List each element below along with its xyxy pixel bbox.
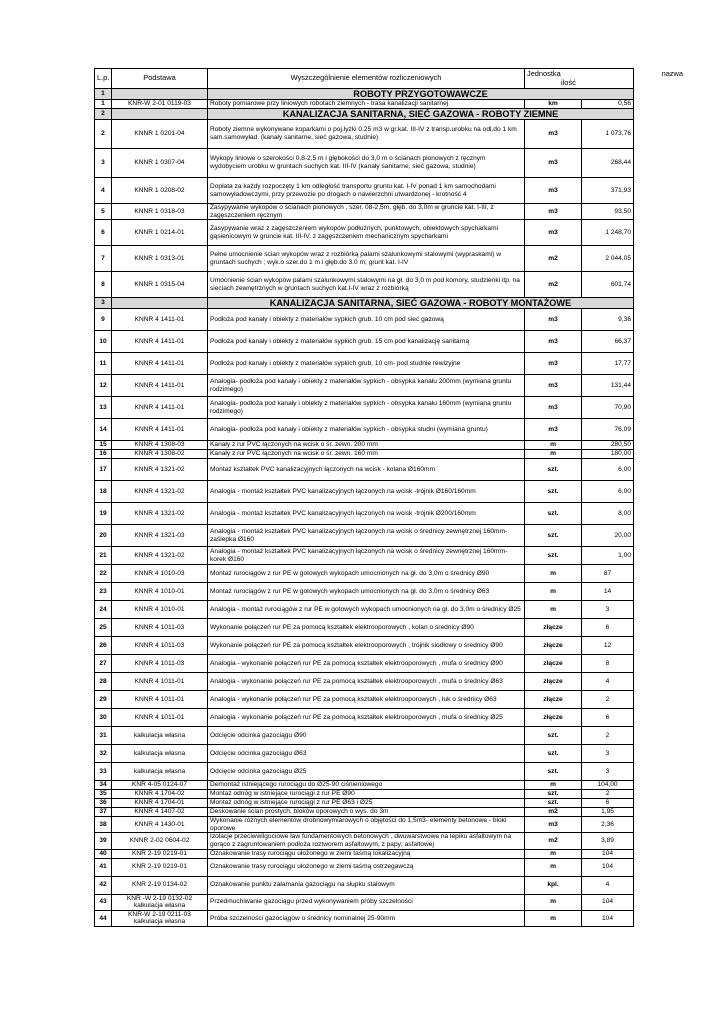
row-description: Analogia - montaż kształtek PVC kanalizacyjnych łączonych na wcisk -trójnik Ø200/160mm bbox=[208, 503, 525, 525]
row-quantity: 9,36 bbox=[582, 309, 634, 331]
row-quantity: 20,00 bbox=[582, 525, 634, 547]
row-unit: złącze bbox=[525, 691, 582, 709]
row-unit: km bbox=[525, 100, 582, 109]
header-base: Podstawa bbox=[112, 69, 208, 89]
table-row bbox=[95, 709, 634, 727]
row-basis: KNNR 1 0208-02 bbox=[112, 178, 208, 204]
row-description: Podłoża pod kanały i obiekty z materiałów sypkich grub. 10 cm- pod studnie rewizyjne bbox=[208, 353, 525, 375]
header-name: nazwa bbox=[661, 69, 683, 78]
table-row bbox=[95, 619, 634, 637]
table-row bbox=[95, 100, 634, 109]
table-row bbox=[95, 441, 634, 450]
row-unit: szt. bbox=[525, 547, 582, 565]
row-number: 30 bbox=[95, 709, 112, 727]
row-basis: KNR 4-05 0124-07 bbox=[112, 781, 208, 790]
row-quantity: 87 bbox=[582, 565, 634, 583]
table-row bbox=[95, 459, 634, 481]
row-quantity: 3 bbox=[582, 745, 634, 763]
row-number: 15 bbox=[95, 441, 112, 450]
row-quantity: 104 bbox=[582, 849, 634, 858]
row-quantity: 4 bbox=[582, 673, 634, 691]
row-description: Wykonanie połączeń rur PE za pomocą kształtek elektrooporowych , trójnik siodłowy o średnicy Ø90 bbox=[208, 637, 525, 655]
row-unit: złącze bbox=[525, 673, 582, 691]
row-unit: m3 bbox=[525, 120, 582, 149]
row-description: Demontaż istniejącego rurociągu do Ø25-90 ciśnieniowego bbox=[208, 781, 525, 790]
row-basis: KNNR 4 1321-02 bbox=[112, 547, 208, 565]
section-spacer bbox=[112, 109, 208, 120]
row-basis: KNNR 4 1011-03 bbox=[112, 655, 208, 673]
table-row bbox=[95, 149, 634, 178]
row-quantity: 93,50 bbox=[582, 204, 634, 220]
row-quantity: 268,44 bbox=[582, 149, 634, 178]
row-number: 24 bbox=[95, 601, 112, 619]
row-number: 4 bbox=[95, 178, 112, 204]
row-description: Odcięcie odcinka gazociągu Ø63 bbox=[208, 745, 525, 763]
row-number: 27 bbox=[95, 655, 112, 673]
row-description: Umocnienie ścian wykopów palami szalunkowymi stalowymi na gł. do 3,0 m pod komory, studzienki itp. na sieciach zewnętrznych w gruntach suchych kat.I-IV wraz z rozbiórką bbox=[208, 272, 525, 298]
row-basis: KNNR 4 1411-01 bbox=[112, 397, 208, 419]
table-row bbox=[95, 727, 634, 745]
table-row bbox=[95, 450, 634, 459]
row-number: 25 bbox=[95, 619, 112, 637]
row-quantity: 6,00 bbox=[582, 459, 634, 481]
row-quantity: 3,89 bbox=[582, 833, 634, 849]
row-description: Kanały z rur PVC łączonych na wcisk o śr. zewn. 160 mm bbox=[208, 450, 525, 459]
row-quantity: 70,90 bbox=[582, 397, 634, 419]
row-unit: szt. bbox=[525, 763, 582, 781]
table-row bbox=[95, 220, 634, 246]
row-number: 10 bbox=[95, 331, 112, 353]
table-row bbox=[95, 204, 634, 220]
row-quantity: 2 044,05 bbox=[582, 246, 634, 272]
row-quantity: 6,00 bbox=[582, 481, 634, 503]
row-description: Analogia - wykonanie połączeń rur PE za pomocą kształtek elektrooporowych , łuk o średnicy Ø63 bbox=[208, 691, 525, 709]
row-unit: szt. bbox=[525, 503, 582, 525]
row-unit: szt. bbox=[525, 481, 582, 503]
row-basis: KNR 2-19 0219-01 bbox=[112, 849, 208, 858]
row-unit: m bbox=[525, 565, 582, 583]
row-basis: KNNR 4 1011-03 bbox=[112, 619, 208, 637]
row-basis: KNNR 4 1411-01 bbox=[112, 331, 208, 353]
row-number: 1 bbox=[95, 100, 112, 109]
section-number: 1 bbox=[95, 89, 112, 100]
row-number: 29 bbox=[95, 691, 112, 709]
row-description: Roboty pomiarowe przy liniowych robotach ziemnych - trasa kanalizacji sanitarnej bbox=[208, 100, 525, 109]
row-unit: szt. bbox=[525, 799, 582, 808]
row-unit: m2 bbox=[525, 808, 582, 817]
table-row bbox=[95, 858, 634, 876]
row-number: 36 bbox=[95, 799, 112, 808]
row-description: Wykonanie różnych elementów drobnowymiarowych o objętości do 1,5m3- elementy betonowe - bloki oporowe bbox=[208, 817, 525, 833]
row-basis: KNR-W 2-19 0211-03 kalkulacja własna bbox=[112, 910, 208, 926]
table-row bbox=[95, 894, 634, 910]
table-row bbox=[95, 397, 634, 419]
row-number: 5 bbox=[95, 204, 112, 220]
row-quantity: 2,36 bbox=[582, 817, 634, 833]
table-row bbox=[95, 876, 634, 894]
section-number: 3 bbox=[95, 298, 112, 309]
row-quantity: 104 bbox=[582, 858, 634, 876]
row-number: 40 bbox=[95, 849, 112, 858]
row-unit: m bbox=[525, 858, 582, 876]
cost-estimate-table bbox=[94, 68, 683, 927]
row-basis: KNNR 4 1011-01 bbox=[112, 709, 208, 727]
table-row bbox=[95, 790, 634, 799]
row-quantity: 8 bbox=[582, 655, 634, 673]
row-description: Montaż rurociągów z rur PE w gotowych wykopach umocnionych na gł. do 3,0m o średnicy Ø63 bbox=[208, 583, 525, 601]
row-unit: m3 bbox=[525, 220, 582, 246]
row-unit: m bbox=[525, 450, 582, 459]
table-row bbox=[95, 309, 634, 331]
row-number: 20 bbox=[95, 525, 112, 547]
table-row bbox=[95, 673, 634, 691]
table-row bbox=[95, 120, 634, 149]
table-row bbox=[95, 601, 634, 619]
row-description: Odcięcie odcinka gazociągu Ø25 bbox=[208, 763, 525, 781]
row-unit: m bbox=[525, 910, 582, 926]
row-quantity: 1 073,76 bbox=[582, 120, 634, 149]
row-basis: KNNR 4 1411-01 bbox=[112, 375, 208, 397]
row-unit: szt. bbox=[525, 727, 582, 745]
row-quantity: 2 bbox=[582, 727, 634, 745]
row-quantity: 76,09 bbox=[582, 419, 634, 441]
row-description: Wykopy liniowe o szerokości 0,8-2,5 m i głębokości do 3,0 m o ścianach pionowych z ręcznym wydobyciem urobku w gruntach suchych kat. III-IV (kanały sanitarne, sieć gazowa, studnie) bbox=[208, 149, 525, 178]
row-quantity: 12 bbox=[582, 637, 634, 655]
row-number: 22 bbox=[95, 565, 112, 583]
row-unit: m bbox=[525, 781, 582, 790]
row-number: 18 bbox=[95, 481, 112, 503]
table-row bbox=[95, 547, 634, 565]
row-quantity: 3 bbox=[582, 601, 634, 619]
row-description: Oznakowanie trasy rurociągu ułożonego w ziemi taśmą lokalizacyjną bbox=[208, 849, 525, 858]
row-unit: złącze bbox=[525, 709, 582, 727]
row-unit: złącze bbox=[525, 655, 582, 673]
row-basis: KNNR 4 1321-02 bbox=[112, 481, 208, 503]
row-number: 31 bbox=[95, 727, 112, 745]
row-unit: m bbox=[525, 849, 582, 858]
row-number: 7 bbox=[95, 246, 112, 272]
row-number: 6 bbox=[95, 220, 112, 246]
row-description: Analogia - wykonanie połączeń rur PE za pomocą kształtek elektrooporowych , mufa o średnicy Ø90 bbox=[208, 655, 525, 673]
row-quantity: 66,37 bbox=[582, 331, 634, 353]
row-quantity: 104 bbox=[582, 894, 634, 910]
row-number: 42 bbox=[95, 876, 112, 894]
row-basis: KNNR 1 0307-04 bbox=[112, 149, 208, 178]
row-number: 32 bbox=[95, 745, 112, 763]
row-quantity: 1,00 bbox=[582, 547, 634, 565]
row-description: Próba szczelności gazociągów o średnicy nominalnej 25-90mm bbox=[208, 910, 525, 926]
table-row bbox=[95, 419, 634, 441]
row-description: Montaż odnóg w istniejące rurociągi z rur PE Ø63 i Ø25 bbox=[208, 799, 525, 808]
row-basis: KNR 2-19 0219-01 bbox=[112, 858, 208, 876]
row-unit: m3 bbox=[525, 331, 582, 353]
row-description: Podłoża pod kanały i obiekty z materiałów sypkich grub. 10 cm pod sieć gazową bbox=[208, 309, 525, 331]
row-quantity: 17,77 bbox=[582, 353, 634, 375]
row-quantity: 1,95 bbox=[582, 808, 634, 817]
table-row bbox=[95, 565, 634, 583]
table-row bbox=[95, 481, 634, 503]
section-number: 2 bbox=[95, 109, 112, 120]
row-description: Oznakowanie trasy rurociągu ułożonego w ziemi taśmą ostrzegawczą bbox=[208, 858, 525, 876]
row-basis: KNNR 4 1321-02 bbox=[112, 503, 208, 525]
table-row bbox=[95, 525, 634, 547]
row-unit: m2 bbox=[525, 833, 582, 849]
row-number: 19 bbox=[95, 503, 112, 525]
table-row bbox=[95, 691, 634, 709]
row-unit: szt. bbox=[525, 459, 582, 481]
row-quantity: 3 bbox=[582, 763, 634, 781]
row-number: 34 bbox=[95, 781, 112, 790]
row-quantity: 371,93 bbox=[582, 178, 634, 204]
row-basis: KNNR 4 1011-03 bbox=[112, 637, 208, 655]
row-number: 37 bbox=[95, 808, 112, 817]
row-number: 17 bbox=[95, 459, 112, 481]
table-row bbox=[95, 655, 634, 673]
table-row bbox=[95, 583, 634, 601]
row-number: 2 bbox=[95, 120, 112, 149]
row-basis: KNNR 4 1411-01 bbox=[112, 353, 208, 375]
row-description: Montaż kształtek PVC kanalizacyjnych łączonych na wcisk - kolana Ø160mm bbox=[208, 459, 525, 481]
row-quantity: 8,00 bbox=[582, 503, 634, 525]
row-description: Podłoża pod kanały i obiekty z materiałów sypkich grub. 15 cm pod kanalizację sanitarną bbox=[208, 331, 525, 353]
row-number: 41 bbox=[95, 858, 112, 876]
table-row bbox=[95, 503, 634, 525]
row-quantity: 1 248,70 bbox=[582, 220, 634, 246]
row-quantity: 6 bbox=[582, 799, 634, 808]
row-number: 33 bbox=[95, 763, 112, 781]
section-spacer bbox=[112, 298, 208, 309]
table-body bbox=[95, 89, 634, 927]
header-description: Wyszczególnienie elementów rozliczeniowych bbox=[208, 69, 525, 89]
row-quantity: 601,74 bbox=[582, 272, 634, 298]
table-row bbox=[95, 353, 634, 375]
row-basis: KNNR 4 1407-02 bbox=[112, 808, 208, 817]
row-basis: KNNR 4 1010-01 bbox=[112, 601, 208, 619]
table-header-row bbox=[95, 69, 634, 89]
row-basis: kalkulacja własna bbox=[112, 745, 208, 763]
row-description: Analogia - montaż kształtek PVC kanalizacyjnych łączonych na wcisk o średnicy zewnętrznej 160mm- korek Ø160 bbox=[208, 547, 525, 565]
row-unit: złącze bbox=[525, 619, 582, 637]
header-unit-qty bbox=[525, 69, 683, 89]
row-number: 11 bbox=[95, 353, 112, 375]
row-quantity: 2 bbox=[582, 691, 634, 709]
row-description: Analogia - wykonanie połączeń rur PE za pomocą kształtek elektrooporowych , mufa o średnicy Ø25 bbox=[208, 709, 525, 727]
table-row bbox=[95, 246, 634, 272]
row-description: Roboty ziemne wykonywane koparkami o poj.łyżki 0.25 m3 w gr.kat. III-IV z transp.urobku na odl.do 1 km sam.samowyład. (kanały sanitarne, sieć gazowa, studnie) bbox=[208, 120, 525, 149]
row-number: 12 bbox=[95, 375, 112, 397]
row-unit: m3 bbox=[525, 149, 582, 178]
header-unit: Jednostka bbox=[527, 69, 561, 78]
row-description: Wykonanie połączeń rur PE za pomocą kształtek elektrooporowych , kolan o średnicy Ø90 bbox=[208, 619, 525, 637]
row-unit: m bbox=[525, 441, 582, 450]
row-basis: KNR -W 2-19 0132-02 kalkulacja własna bbox=[112, 894, 208, 910]
table-row bbox=[95, 849, 634, 858]
row-unit: m bbox=[525, 894, 582, 910]
row-quantity: 131,44 bbox=[582, 375, 634, 397]
row-description: Zasypywanie wraz z zagęszczeniem wykopów podłużnych, punktowych, obiektowych spycharkami gąsienicowym w gruncie kat. III-IV, z zagęszczeniem mechanicznym spycharkami bbox=[208, 220, 525, 246]
row-quantity: 180,00 bbox=[582, 450, 634, 459]
row-number: 44 bbox=[95, 910, 112, 926]
row-number: 16 bbox=[95, 450, 112, 459]
row-quantity: 6 bbox=[582, 709, 634, 727]
section-title: KANALIZACJA SANITARNA, SIEĆ GAZOWA - ROBOTY MONTAŻOWE bbox=[208, 298, 634, 309]
row-number: 35 bbox=[95, 790, 112, 799]
row-basis: KNNR 4 1011-01 bbox=[112, 673, 208, 691]
section-spacer bbox=[112, 89, 208, 100]
row-unit: m3 bbox=[525, 178, 582, 204]
row-basis: KNNR 1 0214-01 bbox=[112, 220, 208, 246]
row-basis: KNNR 1 0315-04 bbox=[112, 272, 208, 298]
table-row bbox=[95, 763, 634, 781]
row-number: 43 bbox=[95, 894, 112, 910]
row-unit: m3 bbox=[525, 397, 582, 419]
row-basis: KNNR 4 1430-01 bbox=[112, 817, 208, 833]
table-row bbox=[95, 637, 634, 655]
header-lp: L.p. bbox=[95, 69, 112, 89]
row-description: Odcięcie odcinka gazociągu Ø90 bbox=[208, 727, 525, 745]
row-number: 3 bbox=[95, 149, 112, 178]
row-basis: KNNR 4 1704-02 bbox=[112, 790, 208, 799]
section-title: KANALIZACJA SANITARNA, SIEĆ GAZOWA - ROBOTY ZIEMNE bbox=[208, 109, 634, 120]
section-title: ROBOTY PRZYGOTOWAWCZE bbox=[208, 89, 634, 100]
row-description: Analogia - montaż kształtek PVC kanalizacyjnych łączonych na wcisk o średnicy zewnętrznej 160mm- zaślepka Ø160 bbox=[208, 525, 525, 547]
row-quantity: 280,50 bbox=[582, 441, 634, 450]
row-unit: m2 bbox=[525, 246, 582, 272]
row-description: Analogia- podłoża pod kanały i obiekty z materiałów sypkich - obsypka studni (wymiana gruntu) bbox=[208, 419, 525, 441]
section-row bbox=[95, 89, 634, 100]
row-basis: KNNR 4 1308-03 bbox=[112, 441, 208, 450]
row-unit: złącze bbox=[525, 637, 582, 655]
row-quantity: 14 bbox=[582, 583, 634, 601]
row-number: 13 bbox=[95, 397, 112, 419]
row-quantity: 104 bbox=[582, 910, 634, 926]
row-quantity: 6 bbox=[582, 619, 634, 637]
row-basis: KNNR 4 1411-01 bbox=[112, 419, 208, 441]
table-row bbox=[95, 817, 634, 833]
row-description: Analogia - montaż rurociągów z rur PE w gotowych wykopach umocnionych na gł. do 3,0m o średnicy Ø25 bbox=[208, 601, 525, 619]
table-row bbox=[95, 910, 634, 926]
row-number: 26 bbox=[95, 637, 112, 655]
row-basis: KNNR 4 1321-02 bbox=[112, 459, 208, 481]
row-unit: szt. bbox=[525, 525, 582, 547]
row-number: 21 bbox=[95, 547, 112, 565]
row-description: Zasypywanie wykopów o ścianach pionowych , szer. 08-2,5m, głęb. do 3,0m w gruncie kat. I-III, z zagęszczeniem ręcznym bbox=[208, 204, 525, 220]
row-basis: kalkulacja własna bbox=[112, 727, 208, 745]
table-row bbox=[95, 799, 634, 808]
row-description: Montaż odnóg w istniejące rurociągi z rur PE Ø90 bbox=[208, 790, 525, 799]
row-description: Analogia- podłoża pod kanały i obiekty z materiałów sypkich - obsypka kanału 160mm (wymiana gruntu rodzimego) bbox=[208, 397, 525, 419]
row-description: Przedmuchiwanie gazociągu przed wykonywaniem próby szczelności bbox=[208, 894, 525, 910]
table-row bbox=[95, 272, 634, 298]
row-description: Oznakowanie punktu załamania gazociągu na słupku stalowym bbox=[208, 876, 525, 894]
row-quantity: 104,00 bbox=[582, 781, 634, 790]
table-row bbox=[95, 375, 634, 397]
row-number: 23 bbox=[95, 583, 112, 601]
row-number: 14 bbox=[95, 419, 112, 441]
row-unit: m3 bbox=[525, 375, 582, 397]
row-description: Analogia- podłoża pod kanały i obiekty z materiałów sypkich - obsypka kanału 200mm (wymiana gruntu rodzimego) bbox=[208, 375, 525, 397]
table-row bbox=[95, 178, 634, 204]
table-row bbox=[95, 781, 634, 790]
row-description: Izolacje przeciwwilgociowe ław fundamentowych betonowych , dwuwarstwowe na lepiku asfaltowym na gorąco z zagruntowaniem podłoża roztworem asfaltowym, z papy: asfaltowej bbox=[208, 833, 525, 849]
row-unit: m bbox=[525, 583, 582, 601]
row-number: 38 bbox=[95, 817, 112, 833]
table-row bbox=[95, 808, 634, 817]
row-basis: KNNR 4 1011-01 bbox=[112, 691, 208, 709]
row-basis: KNNR 1 0318-03 bbox=[112, 204, 208, 220]
row-unit: szt. bbox=[525, 745, 582, 763]
row-basis: kalkulacja własna bbox=[112, 763, 208, 781]
row-basis: KNNR 4 1308-02 bbox=[112, 450, 208, 459]
row-basis: KNNR 4 1321-03 bbox=[112, 525, 208, 547]
row-basis: KNNR 1 0201-04 bbox=[112, 120, 208, 149]
row-description: Analogia - montaż kształtek PVC kanalizacyjnych łączonych na wcisk -trójnik Ø160/160mm bbox=[208, 481, 525, 503]
row-description: Kanały z rur PVC łączonych na wcisk o śr. zewn. 200 mm bbox=[208, 441, 525, 450]
row-unit: m bbox=[525, 601, 582, 619]
row-description: Deskowanie ścian prostych, bloków oporowych o wys. do 3m bbox=[208, 808, 525, 817]
row-unit: m3 bbox=[525, 817, 582, 833]
row-quantity: 2 bbox=[582, 790, 634, 799]
row-unit: m3 bbox=[525, 309, 582, 331]
row-unit: m3 bbox=[525, 419, 582, 441]
row-number: 8 bbox=[95, 272, 112, 298]
row-number: 39 bbox=[95, 833, 112, 849]
row-unit: m3 bbox=[525, 353, 582, 375]
row-unit: kpl. bbox=[525, 876, 582, 894]
row-number: 9 bbox=[95, 309, 112, 331]
row-unit: m3 bbox=[525, 204, 582, 220]
row-basis: KNNR 2-02 0604-02 bbox=[112, 833, 208, 849]
table-row bbox=[95, 833, 634, 849]
row-description: Pełne umocnienie ścian wykopów wraz z rozbiórką palami szalunkowymi stalowymi (wypraskami) w gruntach suchych ; wyk.o szer.do 1 m i głęb.do 3.0 m; grunt kat. I-IV bbox=[208, 246, 525, 272]
row-unit: szt. bbox=[525, 790, 582, 799]
row-basis: KNNR 4 1704-01 bbox=[112, 799, 208, 808]
table-row bbox=[95, 331, 634, 353]
table-row bbox=[95, 745, 634, 763]
row-basis: KNR 2-19 0134-02 bbox=[112, 876, 208, 894]
row-basis: KNNR 4 1010-01 bbox=[112, 583, 208, 601]
section-row bbox=[95, 109, 634, 120]
row-quantity: 0,56 bbox=[582, 100, 634, 109]
row-basis: KNNR 1 0313-01 bbox=[112, 246, 208, 272]
row-number: 28 bbox=[95, 673, 112, 691]
row-basis: KNNR 4 1010-03 bbox=[112, 565, 208, 583]
header-qty: ilość bbox=[561, 78, 576, 87]
row-basis: KNNR 4 1411-01 bbox=[112, 309, 208, 331]
row-description: Dopłata za każdy rozpoczęty 1 km odległość transportu gruntu kat. I-IV ponad 1 km samochodami samowyładowczymi, przy przewozie po drogach o nawierzchni utwardzonej - krotność 4 bbox=[208, 178, 525, 204]
row-quantity: 4 bbox=[582, 876, 634, 894]
row-description: Montaż rurociągów z rur PE w gotowych wykopach umocnionych na gł. do 3,0m o średnicy Ø90 bbox=[208, 565, 525, 583]
row-basis: KNR-W 2-01 0119-03 bbox=[112, 100, 208, 109]
row-description: Analogia - wykonanie połączeń rur PE za pomocą kształtek elektrooporowych , mufa o średnicy Ø63 bbox=[208, 673, 525, 691]
section-row bbox=[95, 298, 634, 309]
row-unit: m2 bbox=[525, 272, 582, 298]
